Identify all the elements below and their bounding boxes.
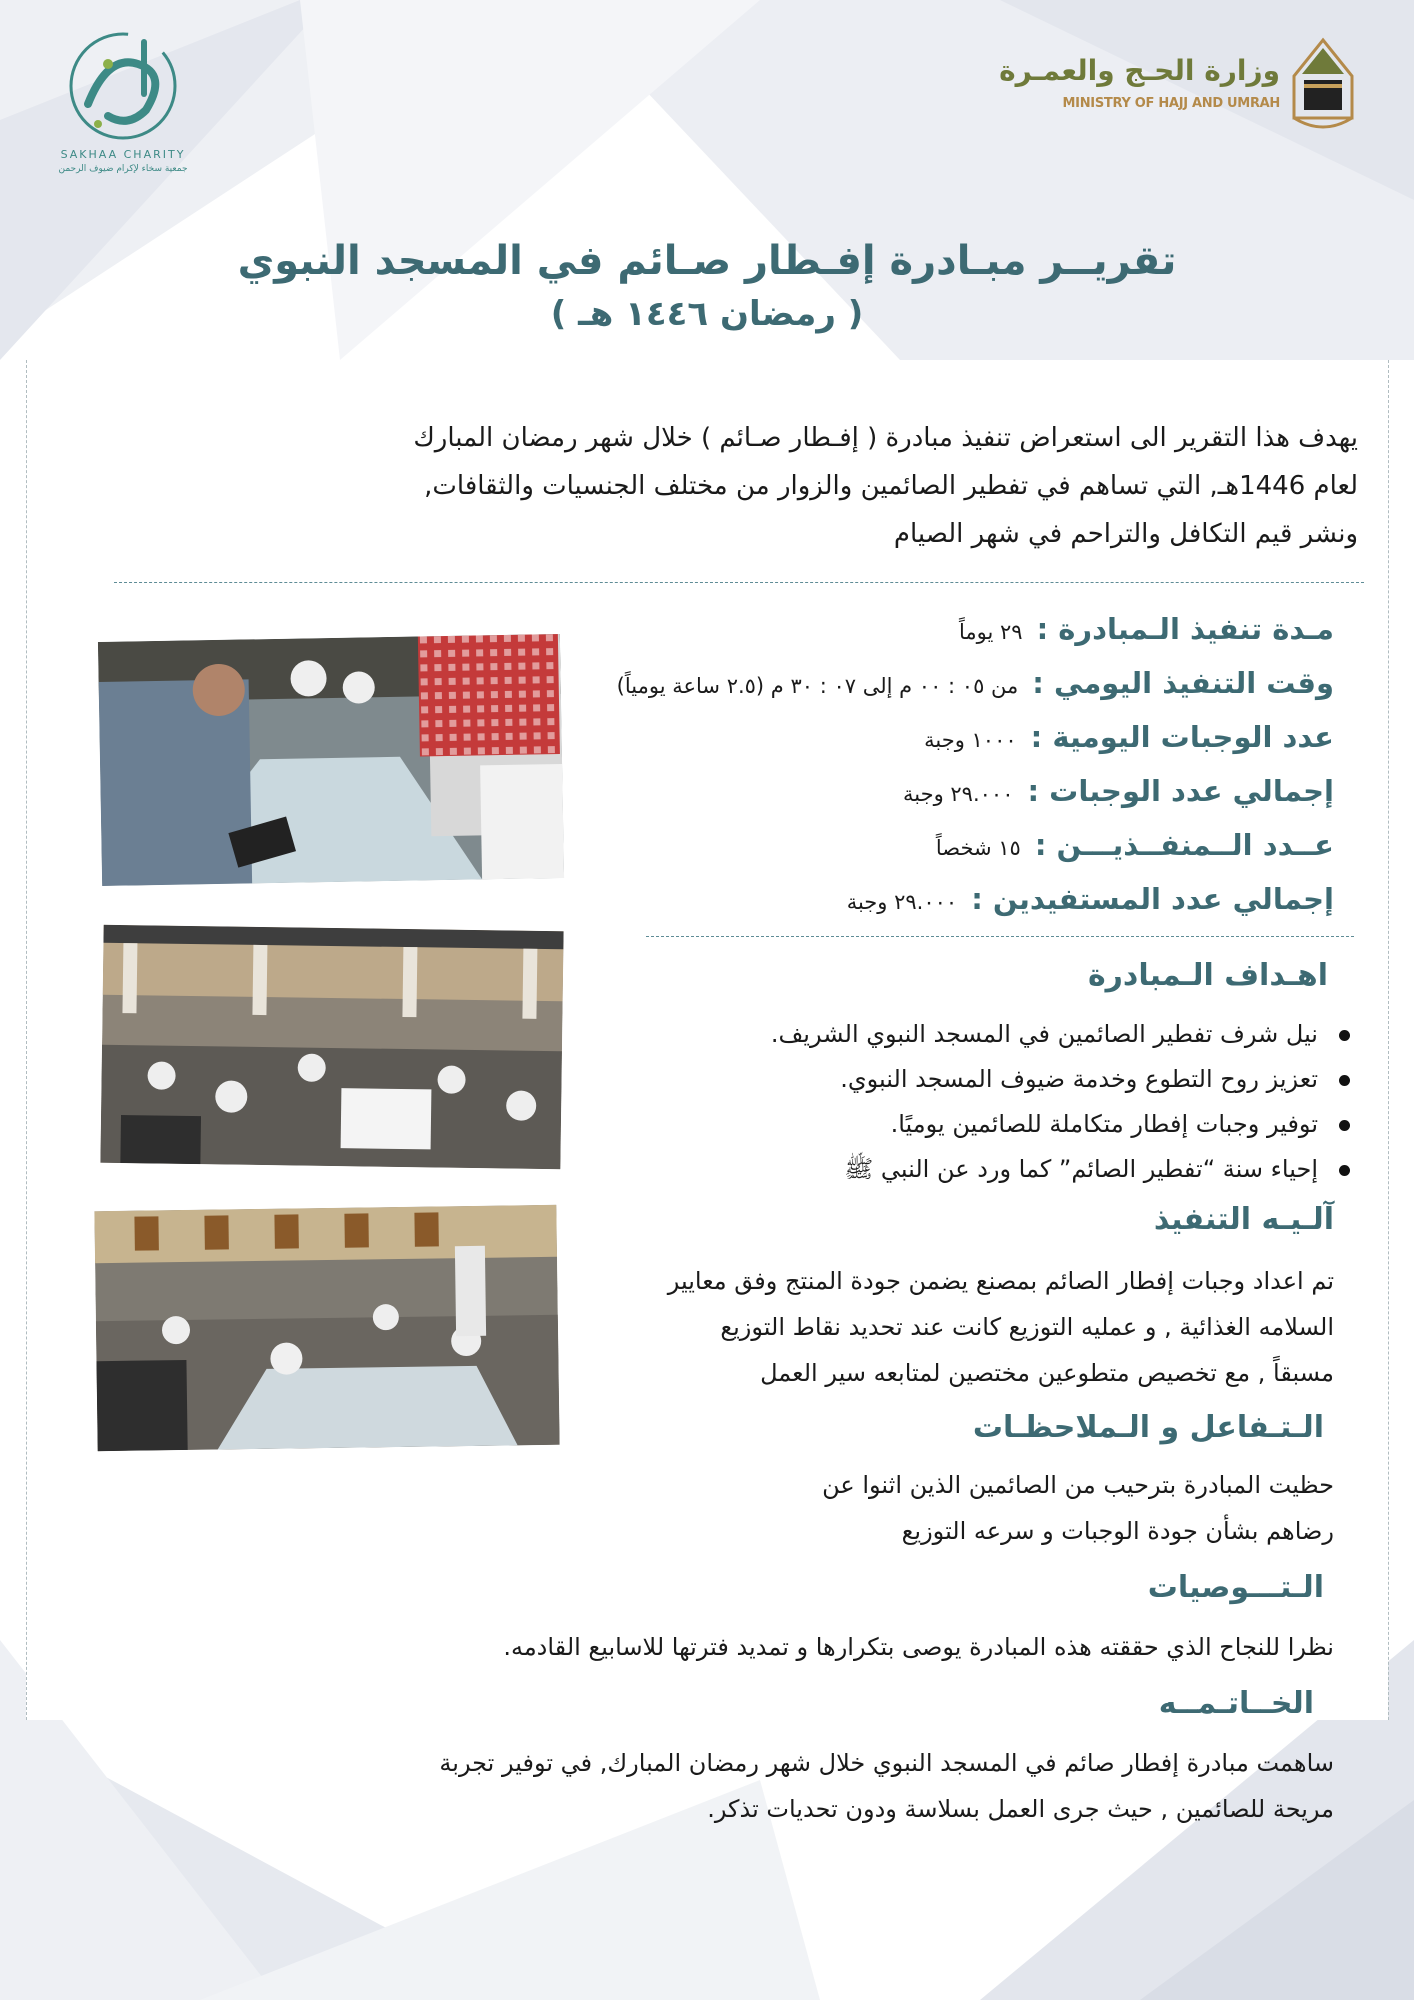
section-divider: [114, 582, 1364, 583]
ministry-name-en: MINISTRY OF HAJJ AND UMRAH: [1062, 96, 1280, 111]
info-daily-meals: [574, 720, 1334, 770]
conclusion-line: ساهمت مبادرة إفطار صائم في المسجد النبوي خلال شهر رمضان المبارك, في توفير تجربة: [439, 1749, 1334, 1777]
info-label: إجمالي عدد المستفيدين :: [971, 882, 1334, 916]
recommendations-paragraph: [434, 1624, 1334, 1670]
photo-courtyard-crowd: [100, 925, 563, 1169]
goals-list: [532, 1012, 1352, 1192]
recommendations-line: نظرا للنجاح الذي حققته هذه المبادرة يوصى بتكرارها و تمديد فترتها للاسابيع القادمه.: [503, 1633, 1334, 1661]
list-item: إحياء سنة “تفطير الصائم” كما ورد عن النبي ﷺ: [532, 1147, 1352, 1192]
ministry-name-ar: وزارة الحـج والعمـرة: [999, 54, 1280, 87]
feedback-paragraph: [574, 1462, 1334, 1554]
intro-paragraph: [238, 414, 1358, 558]
feedback-line: حظيت المبادرة بترحيب من الصائمين الذين اثنوا عن: [822, 1471, 1334, 1499]
photo-courtyard-meal: [94, 1205, 559, 1451]
sakhaa-calligraphy-icon: [48, 24, 198, 146]
sakhaa-charity-logo: [48, 24, 198, 184]
kaaba-emblem-icon: [1288, 36, 1358, 136]
info-beneficiaries: [574, 882, 1334, 932]
report-title: تقريــر مبـادرة إفـطار صـائم في المسجد النبوي: [237, 238, 1177, 284]
info-label: عــدد الــمنفــذيـــن :: [1034, 828, 1334, 862]
report-subtitle: ( رمضان ١٤٤٦ هـ ): [550, 294, 864, 334]
recommendations-heading: الـتـــوصيات: [1147, 1570, 1324, 1605]
intro-line: يهدف هذا التقرير الى استعراض تنفيذ مبادرة ( إفـطار صـائم ) خلال شهر رمضان المبارك: [413, 423, 1358, 453]
info-label: عدد الوجبات اليومية :: [1030, 720, 1334, 754]
info-label: وقت التنفيذ اليومي :: [1032, 666, 1334, 700]
list-item: نيل شرف تفطير الصائمين في المسجد النبوي الشريف.: [532, 1012, 1352, 1057]
conclusion-line: مريحة للصائمين , حيث جرى العمل بسلاسة ودون تحديات تذكر.: [707, 1795, 1334, 1823]
photo-iftar-closeup: [98, 634, 564, 886]
conclusion-paragraph: [254, 1740, 1334, 1832]
info-value: من ٠٥ : ٠٠ م إلى ٠٧ : ٣٠ م (٢.٥ ساعة يومياً): [616, 674, 1019, 698]
ministry-logo: [999, 36, 1358, 136]
method-heading: آلـيـه التنفيذ: [1153, 1202, 1334, 1237]
method-line: مسبقاً , مع تخصيص متطوعين مختصين لمتابعه سير العمل: [760, 1359, 1334, 1387]
section-divider: [646, 936, 1354, 937]
info-value: ٢٩ يوماً: [959, 620, 1023, 644]
info-value: ٢٩.٠٠٠ وجبة: [903, 782, 1014, 806]
info-value: ١٥ شخصاً: [935, 836, 1021, 860]
info-value: ١٠٠٠ وجبة: [924, 728, 1017, 752]
charity-name-ar: جمعية سخاء لإكرام ضيوف الرحمن: [58, 164, 188, 174]
method-line: تم اعداد وجبات إفطار الصائم بمصنع يضمن جودة المنتج وفق معايير: [667, 1267, 1334, 1295]
intro-line: ونشر قيم التكافل والتراحم في شهر الصيام: [893, 519, 1358, 549]
info-volunteers: [574, 828, 1334, 878]
method-line: السلامه الغذائية , و عمليه التوزيع كانت عند تحديد نقاط التوزيع: [720, 1313, 1334, 1341]
feedback-line: رضاهم بشأن جودة الوجبات و سرعه التوزيع: [901, 1517, 1334, 1545]
list-item: توفير وجبات إفطار متكاملة للصائمين يوميًا.: [532, 1102, 1352, 1147]
charity-name-en: SAKHAA CHARITY: [60, 148, 186, 161]
feedback-heading: الـتـفاعل و الـملاحظـات: [972, 1410, 1324, 1445]
conclusion-heading: الخــاتـمــه: [1158, 1686, 1314, 1721]
list-item: تعزيز روح التطوع وخدمة ضيوف المسجد النبوي.: [532, 1057, 1352, 1102]
info-label: مـدة تنفيذ الـمبادرة :: [1036, 612, 1334, 646]
goals-heading: اهـداف الـمبادرة: [1087, 958, 1328, 993]
info-value: ٢٩.٠٠٠ وجبة: [846, 890, 958, 914]
method-paragraph: [554, 1258, 1334, 1396]
info-label: إجمالي عدد الوجبات :: [1027, 774, 1334, 808]
intro-line: لعام 1446هـ, التي تساهم في تفطير الصائمين والزوار من مختلف الجنسيات والثقافات,: [424, 471, 1358, 501]
info-duration: [574, 612, 1334, 662]
info-daily-time: [574, 666, 1334, 716]
info-total-meals: [574, 774, 1334, 824]
